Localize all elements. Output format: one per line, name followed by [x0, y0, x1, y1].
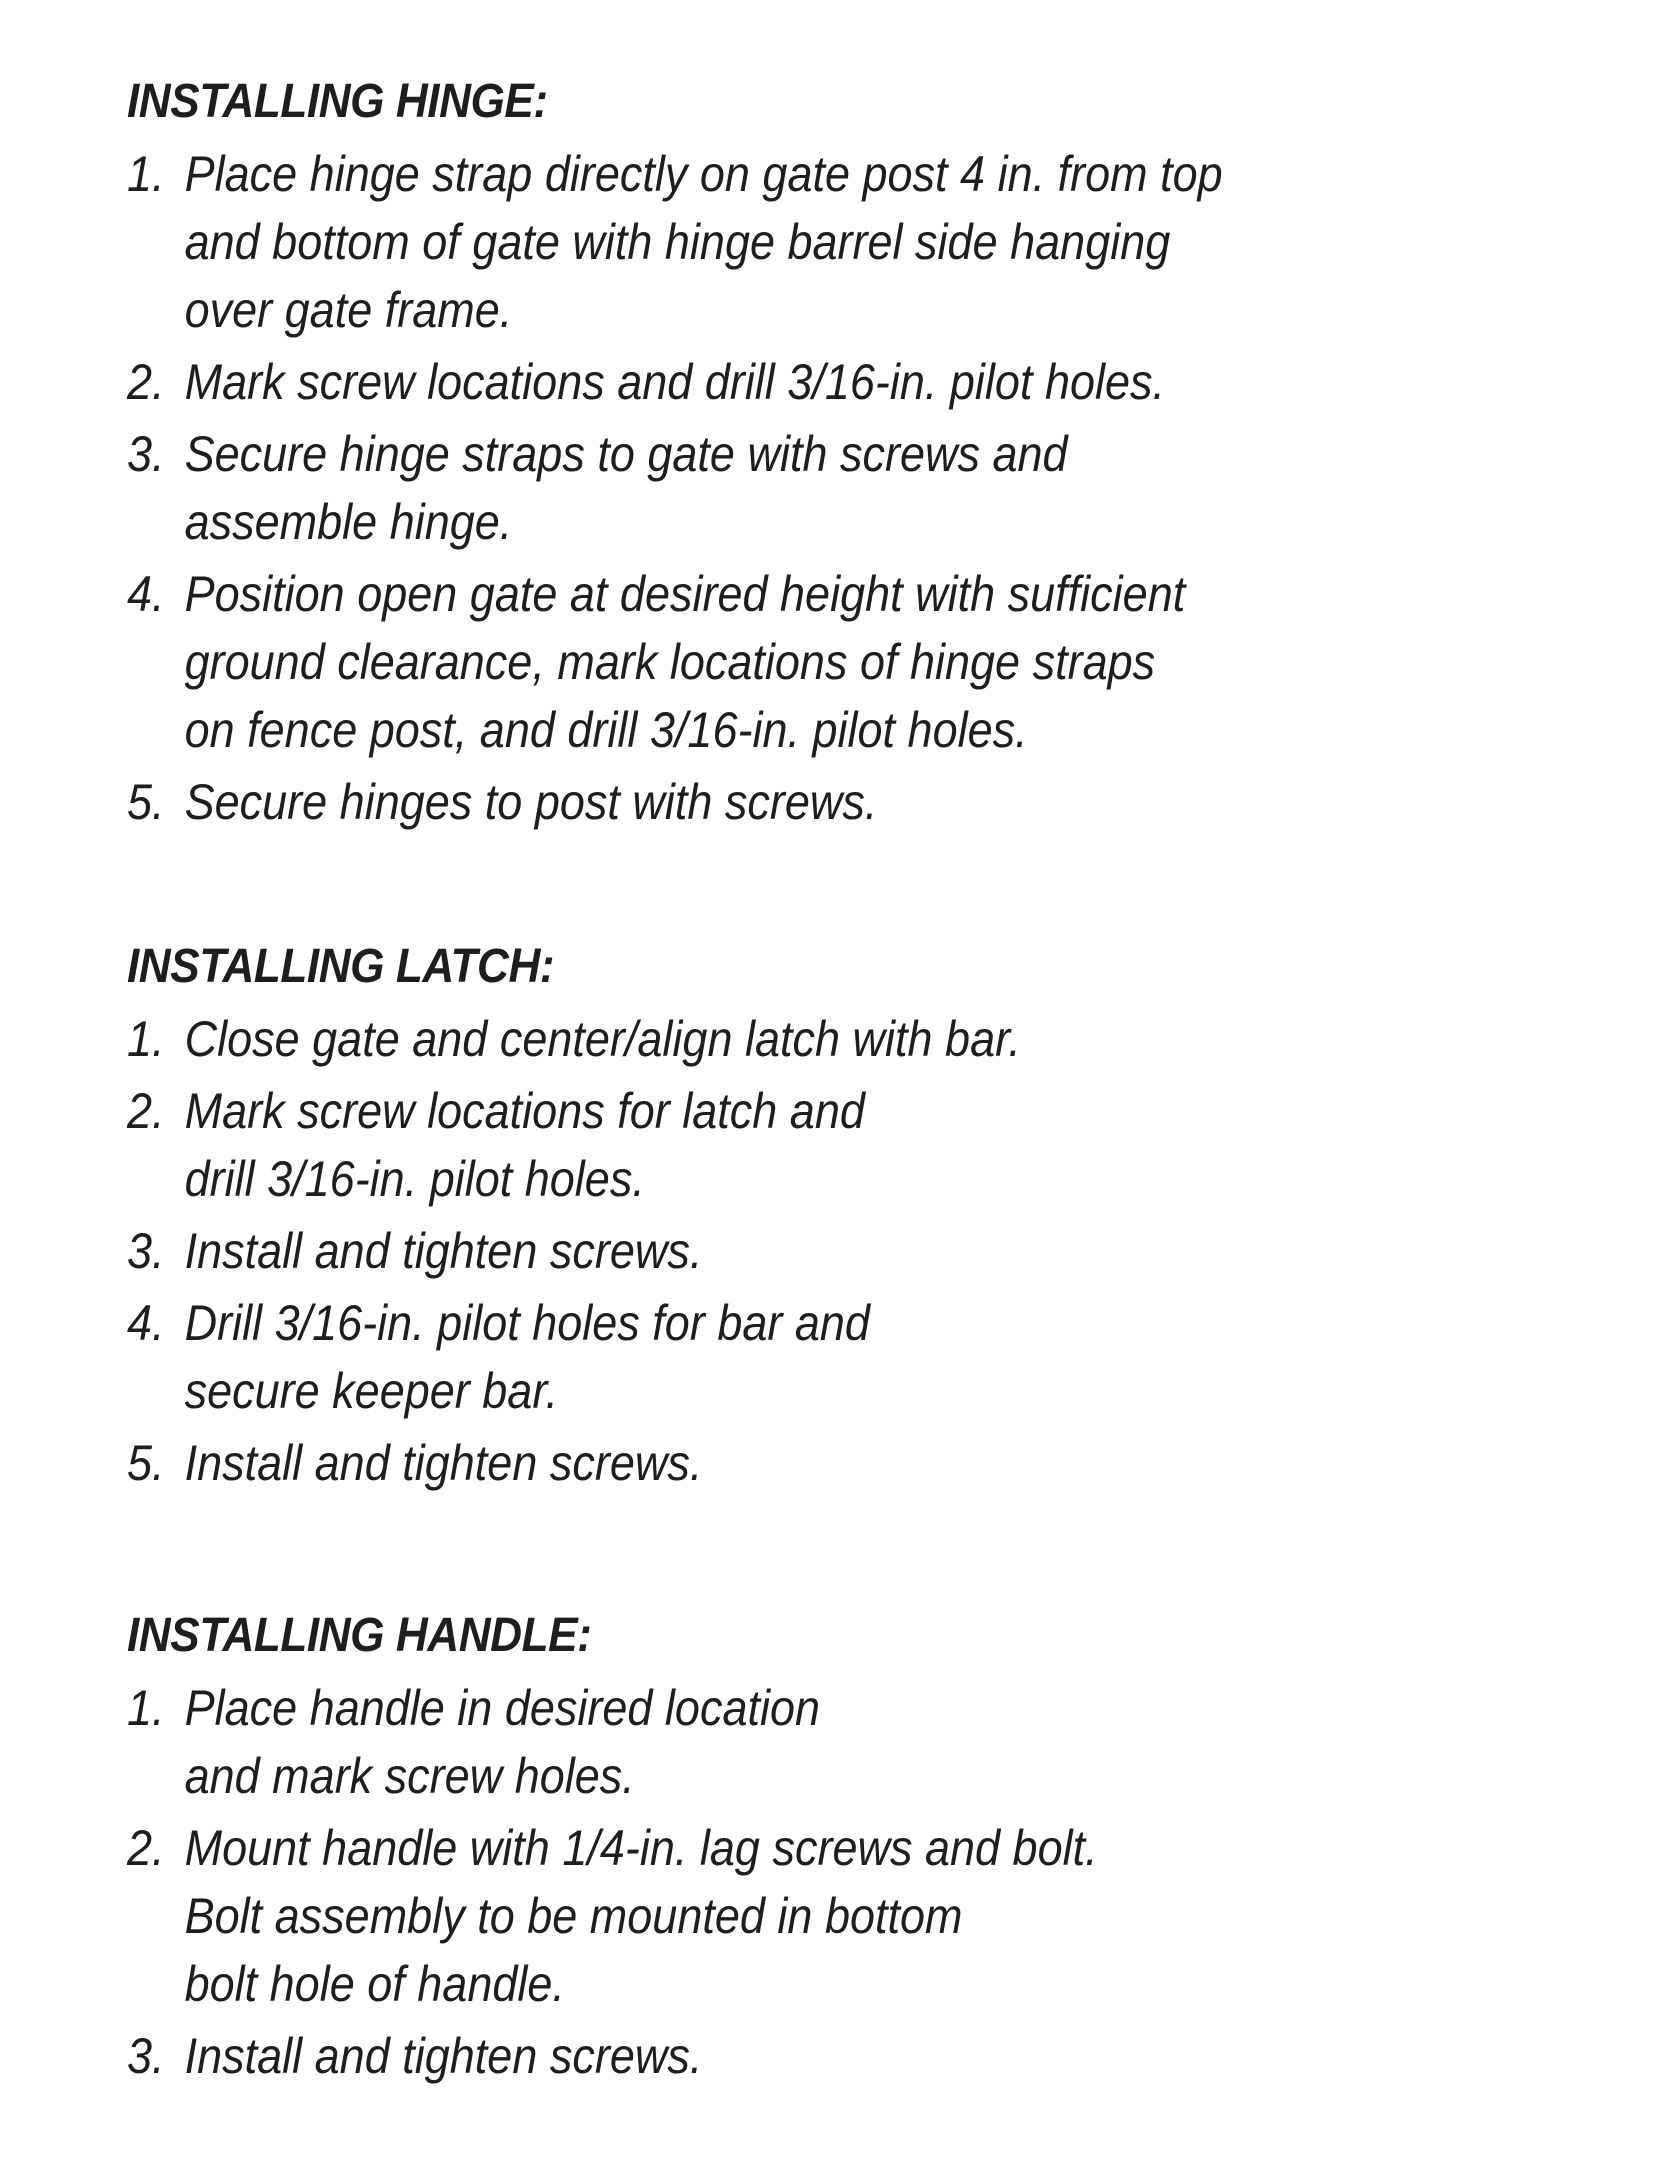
section-installing-hinge: [127, 68, 1587, 840]
step-line: Install and tighten screws.: [184, 1223, 703, 1279]
step-text: [185, 1077, 1441, 1213]
step-item: [127, 1005, 1441, 1073]
step-text: [185, 2022, 1441, 2090]
step-line: Install and tighten screws.: [184, 2028, 703, 2084]
step-number: 2.: [127, 1083, 165, 1139]
step-number: 3.: [127, 1223, 165, 1279]
step-list: [127, 1005, 1587, 1497]
step-line: Install and tighten screws.: [184, 1435, 703, 1491]
step-line: Close gate and center/align latch with bar.: [184, 1011, 1021, 1067]
step-item: [127, 348, 1441, 416]
step-item: [127, 140, 1441, 344]
step-list: [127, 140, 1587, 836]
step-number: 5.: [127, 774, 165, 830]
step-list: [127, 1674, 1587, 2090]
step-line: secure keeper bar.: [184, 1363, 559, 1419]
step-item: [127, 1217, 1441, 1285]
step-text: [185, 1814, 1441, 2018]
step-line: Mark screw locations for latch and: [184, 1083, 865, 1139]
step-line: Secure hinges to post with screws.: [184, 774, 878, 830]
step-line: Drill 3/16-in. pilot holes for bar and: [184, 1295, 870, 1351]
step-line: bolt hole of handle.: [184, 1956, 565, 2012]
step-number: 3.: [127, 2028, 165, 2084]
step-number: 1.: [127, 1680, 165, 1736]
step-item: [127, 1429, 1441, 1497]
step-line: Mark screw locations and drill 3/16-in. pilot holes.: [184, 354, 1166, 410]
step-line: on fence post, and drill 3/16-in. pilot holes.: [184, 702, 1028, 758]
step-number: 1.: [127, 1011, 165, 1067]
step-text: [185, 768, 1441, 836]
step-text: [185, 1429, 1441, 1497]
section-heading: INSTALLING LATCH:: [127, 940, 555, 993]
step-number: 4.: [127, 566, 165, 622]
step-text: [185, 1005, 1441, 1073]
step-number: 2.: [127, 1820, 165, 1876]
step-item: [127, 1814, 1441, 2018]
step-text: [185, 420, 1441, 556]
section-heading: INSTALLING HINGE:: [127, 75, 548, 128]
step-number: 2.: [127, 354, 165, 410]
step-text: [185, 1674, 1441, 1810]
step-line: ground clearance, mark locations of hinge straps: [184, 634, 1156, 690]
step-line: Secure hinge straps to gate with screws and: [184, 426, 1068, 482]
step-number: 1.: [127, 146, 165, 202]
step-text: [185, 348, 1441, 416]
step-number: 3.: [127, 426, 165, 482]
step-line: Bolt assembly to be mounted in bottom: [184, 1888, 963, 1944]
step-text: [185, 1217, 1441, 1285]
step-line: Place hinge strap directly on gate post 4 in. from top: [184, 146, 1223, 202]
step-line: and mark screw holes.: [184, 1748, 635, 1804]
section-installing-handle: [127, 1602, 1587, 2094]
section-installing-latch: [127, 933, 1587, 1501]
step-line: Position open gate at desired height with sufficient: [184, 566, 1186, 622]
step-item: [127, 1674, 1441, 1810]
step-item: [127, 768, 1441, 836]
step-line: over gate frame.: [184, 282, 513, 338]
step-item: [127, 1289, 1441, 1425]
step-line: and bottom of gate with hinge barrel side hanging: [184, 214, 1171, 270]
step-text: [185, 140, 1441, 344]
step-number: 4.: [127, 1295, 165, 1351]
section-heading: INSTALLING HANDLE:: [127, 1609, 592, 1662]
step-item: [127, 560, 1441, 764]
step-number: 5.: [127, 1435, 165, 1491]
step-item: [127, 1077, 1441, 1213]
step-line: assemble hinge.: [184, 494, 513, 550]
step-item: [127, 420, 1441, 556]
step-line: drill 3/16-in. pilot holes.: [184, 1151, 645, 1207]
step-line: Mount handle with 1/4-in. lag screws and bolt.: [184, 1820, 1098, 1876]
step-line: Place handle in desired location: [184, 1680, 821, 1736]
step-text: [185, 560, 1441, 764]
step-item: [127, 2022, 1441, 2090]
step-text: [185, 1289, 1441, 1425]
